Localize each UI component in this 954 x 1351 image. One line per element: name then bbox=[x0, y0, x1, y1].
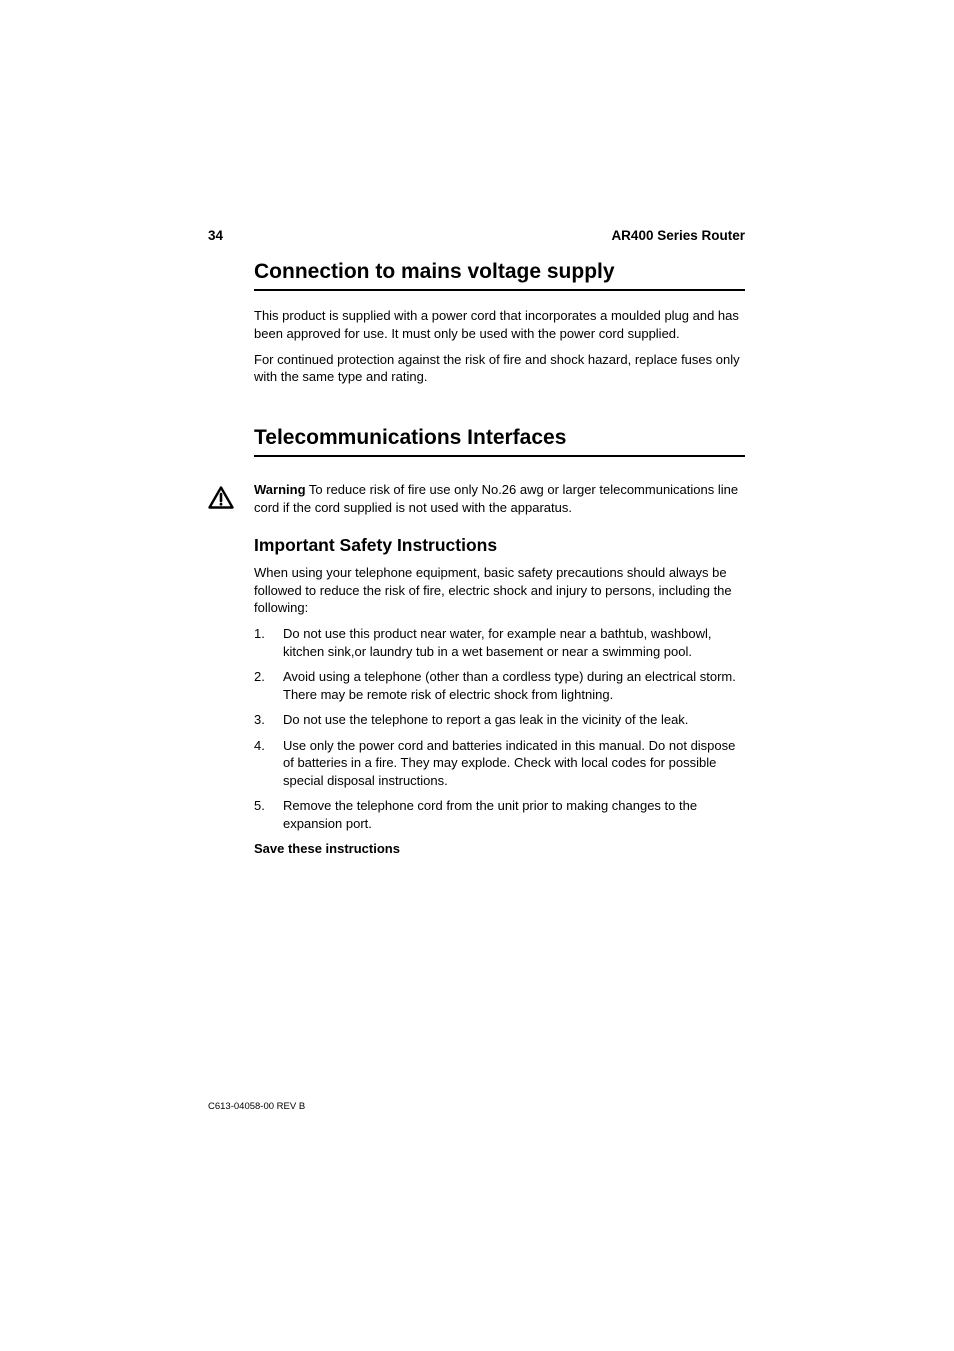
list-number: 5. bbox=[254, 798, 265, 813]
save-instructions-note: Save these instructions bbox=[254, 841, 400, 856]
section-heading: Telecommunications Interfaces bbox=[254, 425, 745, 457]
list-number: 2. bbox=[254, 669, 265, 684]
list-text: Avoid using a telephone (other than a cordless type) during an electrical storm. There may be remote risk of electric shock from lightning. bbox=[283, 669, 736, 702]
safety-list bbox=[254, 625, 745, 832]
list-text: Do not use the telephone to report a gas leak in the vicinity of the leak. bbox=[283, 712, 689, 727]
list-number: 3. bbox=[254, 712, 265, 727]
section-telecom-interfaces bbox=[254, 425, 745, 516]
list-item bbox=[254, 625, 745, 660]
page-number: 34 bbox=[208, 228, 224, 243]
section-safety-instructions bbox=[254, 534, 745, 856]
subsection-heading: Important Safety Instructions bbox=[254, 535, 498, 555]
list-text: Do not use this product near water, for example near a bathtub, washbowl, kitchen sink,or laundry tub in a wet basement or near a swimming pool. bbox=[283, 626, 712, 659]
list-item bbox=[254, 711, 745, 729]
section-heading: Connection to mains voltage supply bbox=[254, 259, 745, 291]
paragraph: This product is supplied with a power cord that incorporates a moulded plug and has been approved for use. It must only be used with the power cord supplied. bbox=[254, 308, 739, 341]
warning-triangle-icon bbox=[208, 486, 234, 509]
list-item bbox=[254, 668, 745, 703]
section-mains-voltage bbox=[254, 259, 745, 386]
warning-text: To reduce risk of fire use only No.26 awg or larger telecommunications line cord if the cord supplied is not used with the apparatus. bbox=[254, 482, 739, 515]
running-header-title: AR400 Series Router bbox=[611, 228, 745, 243]
paragraph: For continued protection against the risk of fire and shock hazard, replace fuses only with the same type and rating. bbox=[254, 351, 740, 384]
document-code: C613-04058-00 REV B bbox=[208, 1101, 306, 1112]
list-number: 1. bbox=[254, 626, 265, 641]
list-number: 4. bbox=[254, 737, 265, 753]
list-text: Use only the power cord and batteries indicated in this manual. Do not dispose of batteries in a fire. They may explode. Check with local codes for possible special disposal instructions. bbox=[283, 737, 736, 788]
list-item bbox=[254, 797, 745, 832]
list-item bbox=[254, 737, 745, 790]
warning-label: Warning bbox=[254, 482, 306, 497]
warning-note bbox=[254, 481, 745, 516]
intro-paragraph: When using your telephone equipment, basic safety precautions should always be followed to reduce the risk of fire, electric shock and injury to persons, including the following: bbox=[254, 565, 732, 615]
list-text: Remove the telephone cord from the unit prior to making changes to the expansion port. bbox=[283, 798, 698, 831]
